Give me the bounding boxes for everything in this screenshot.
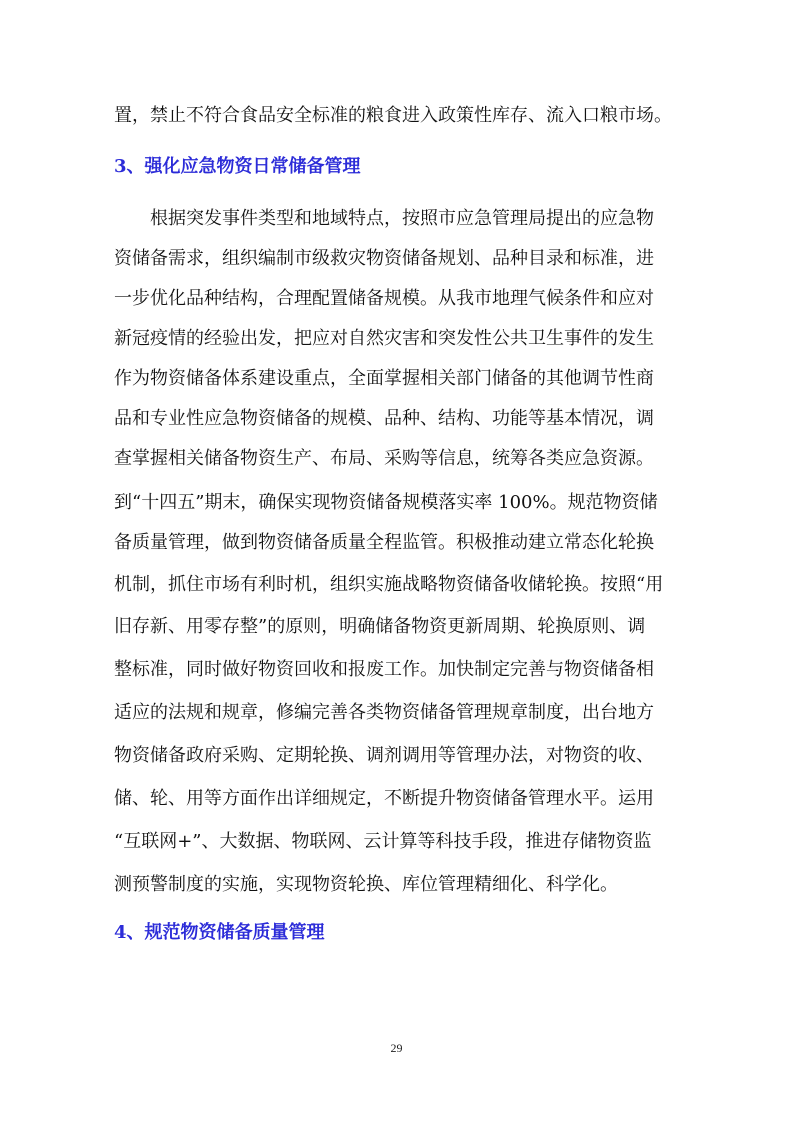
section-4-heading: 4、规范物资储备质量管理 (114, 922, 325, 943)
section-3-line-6: 品和专业性应急物资储备的规模、品种、结构、功能等基本情况，调 (114, 408, 654, 429)
section-3-line-15: 储、轮、用等方面作出详细规定，不断提升物资储备管理水平。运用 (114, 788, 654, 809)
section-3-heading: 3、强化应急物资日常储备管理 (114, 156, 361, 177)
page-number: 29 (390, 1041, 403, 1055)
section-3-line-9: 备质量管理，做到物资储备质量全程监管。积极推动建立常态化轮换 (114, 532, 654, 553)
section-3-line-16: “互联网+”、大数据、物联网、云计算等科技手段，推进存储物资监 (114, 831, 652, 852)
section-3-line-10: 机制，抓住市场有利时机，组织实施战略物资储备收储轮换。按照“用 (114, 574, 664, 595)
section-3-line-14: 物资储备政府采购、定期轮换、调剂调用等管理办法，对物资的收、 (114, 745, 654, 766)
section-3-line-3: 一步优化品种结构，合理配置储备规模。从我市地理气候条件和应对 (114, 288, 654, 309)
section-3-line-11: 旧存新、用零存整”的原则，明确储备物资更新周期、轮换原则、调 (114, 616, 646, 637)
section-3-line-4: 新冠疫情的经验出发，把应对自然灾害和突发性公共卫生事件的发生 (114, 328, 654, 349)
section-3-line-2: 资储备需求，组织编制市级救灾物资储备规划、品种目录和标准，进 (114, 248, 654, 269)
section-3-line-17: 测预警制度的实施，实现物资轮换、库位管理精细化、科学化。 (114, 874, 618, 895)
section-3-line-5: 作为物资储备体系建设重点，全面掌握相关部门储备的其他调节性商 (114, 368, 654, 389)
section-3-line-12: 整标准，同时做好物资回收和报废工作。加快制定完善与物资储备相 (114, 659, 654, 680)
section-3-line-1: 根据突发事件类型和地域特点，按照市应急管理局提出的应急物 (150, 208, 654, 229)
section-3-line-13: 适应的法规和规章，修编完善各类物资储备管理规章制度，出台地方 (114, 702, 654, 723)
section-3-line-8: 到“十四五”期末，确保实现物资储备规模落实率 100%。规范物资储 (114, 492, 658, 513)
intro-line: 置，禁止不符合食品安全标准的粮食进入政策性库存、流入口粮市场。 (114, 105, 672, 126)
section-3-line-7: 查掌握相关储备物资生产、布局、采购等信息，统筹各类应急资源。 (114, 448, 654, 469)
